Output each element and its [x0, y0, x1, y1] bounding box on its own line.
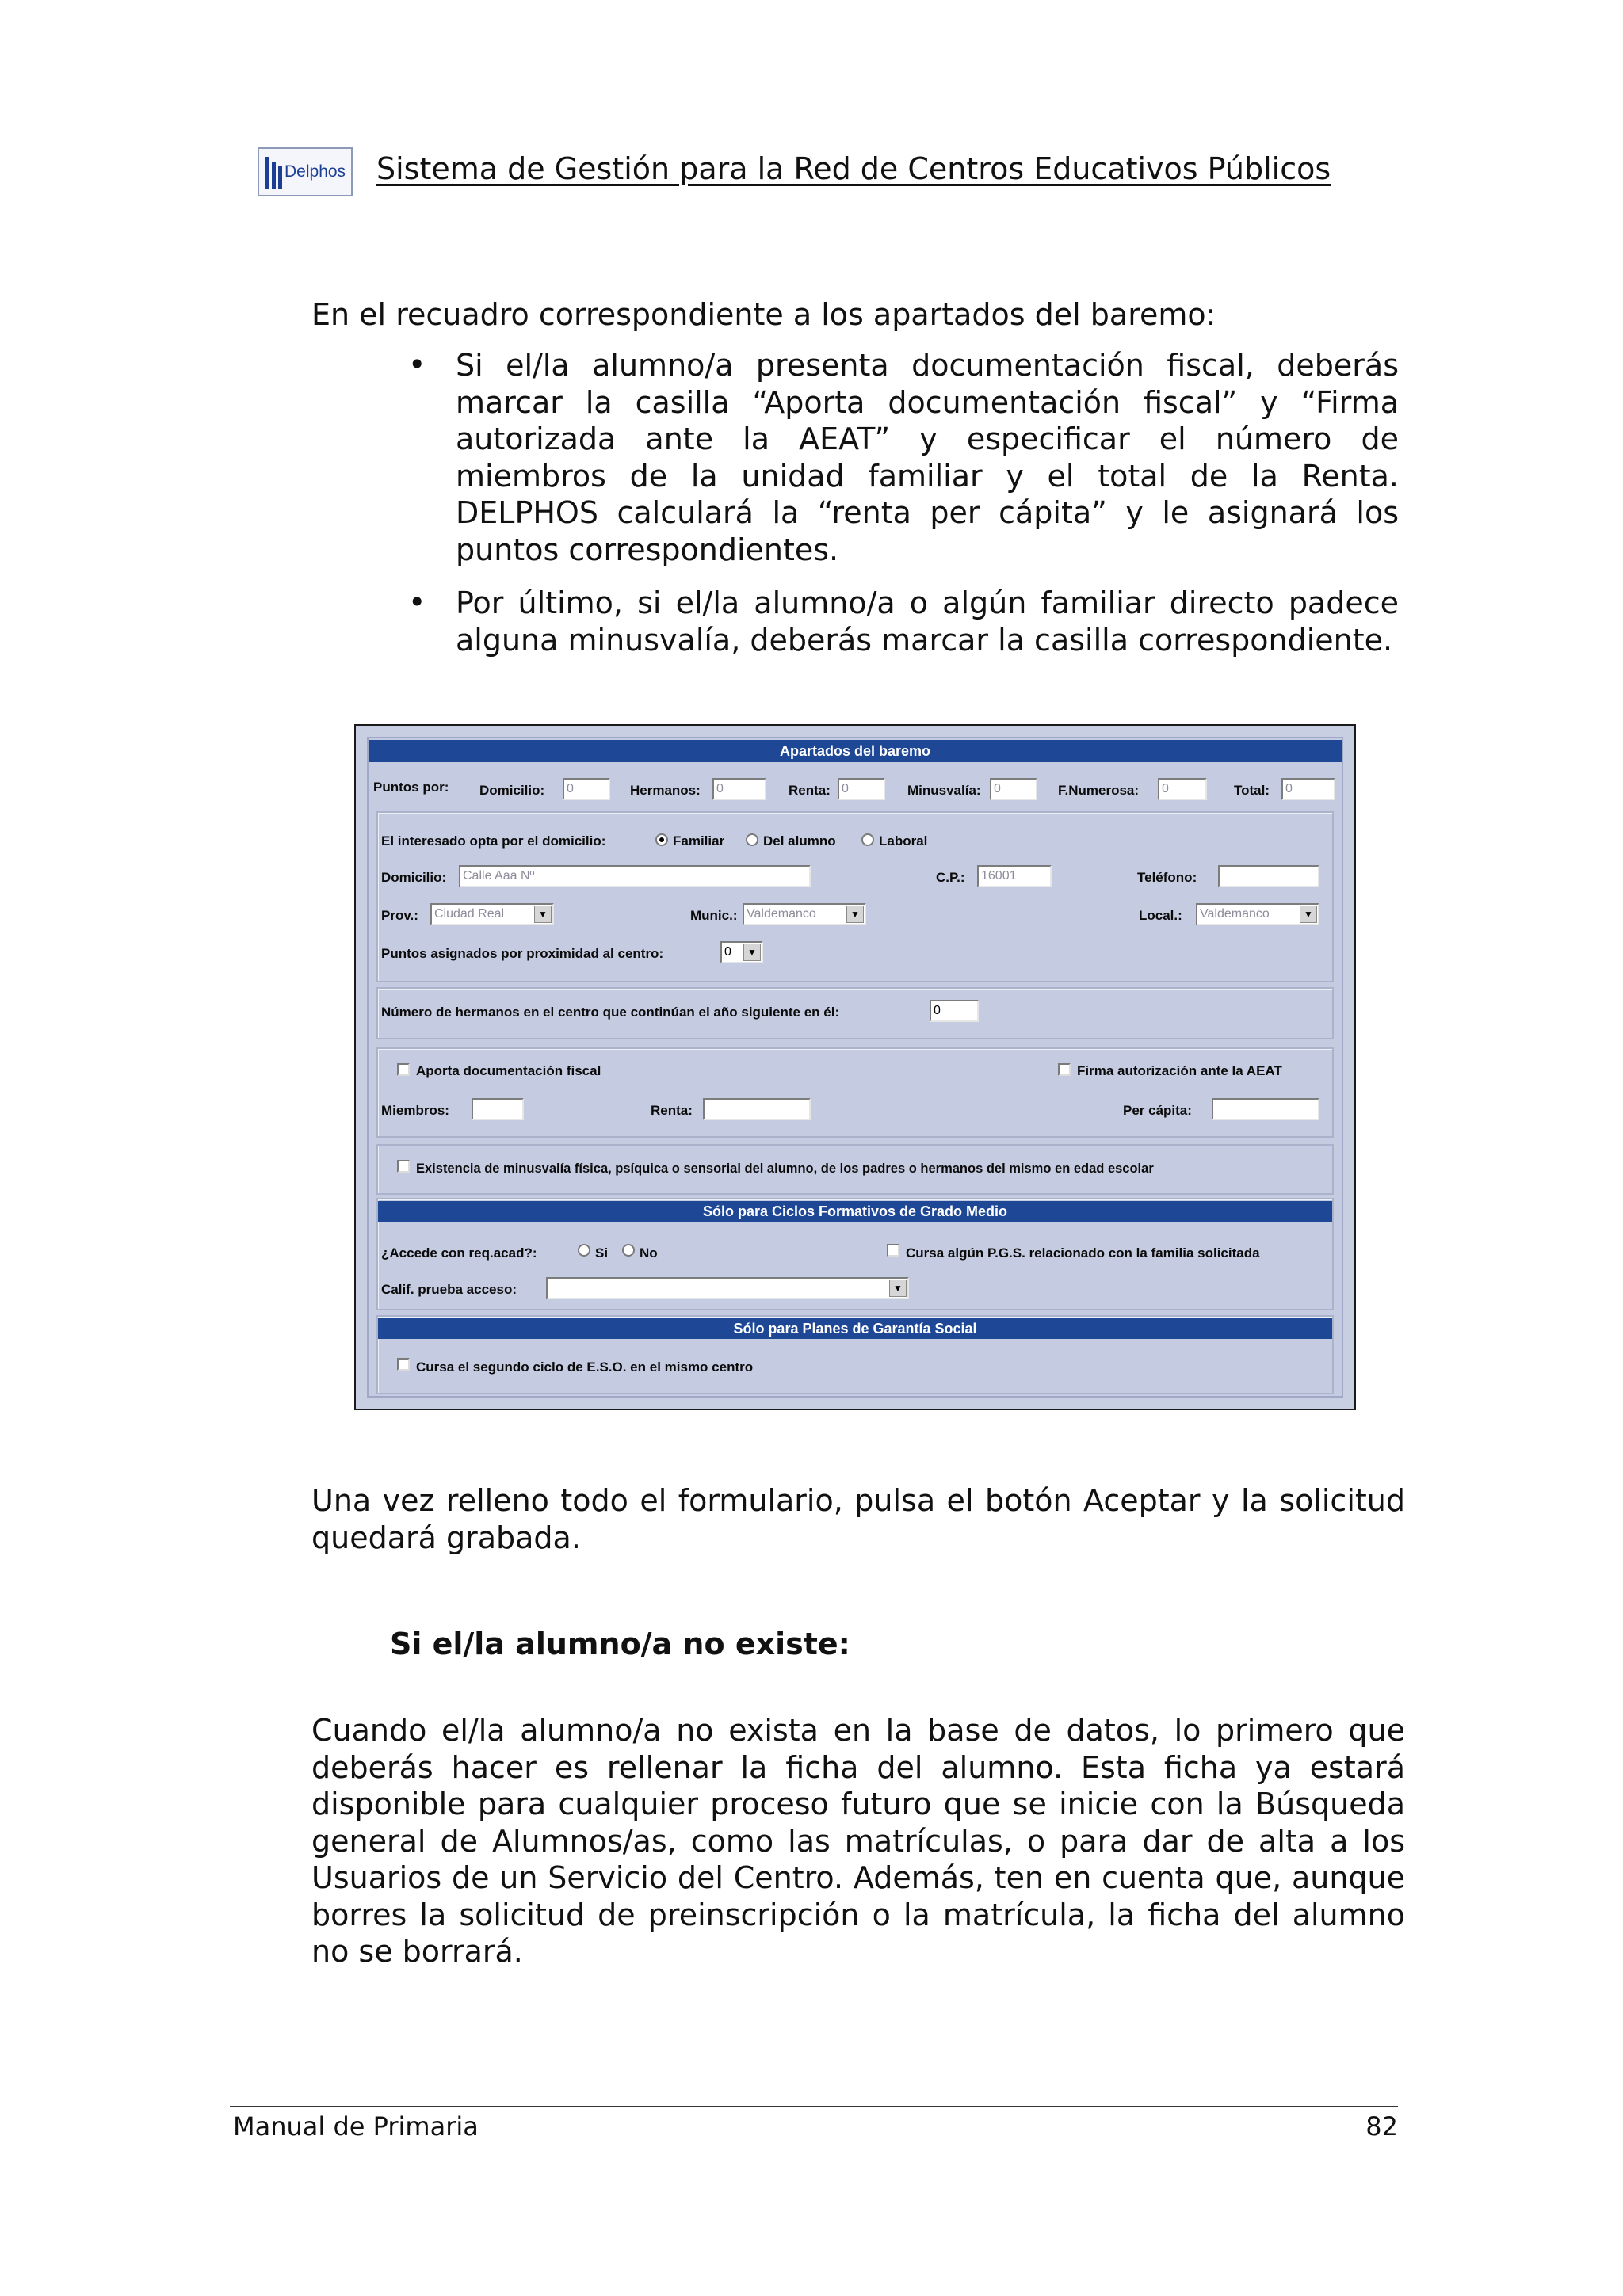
logo-text: Delphos: [285, 162, 346, 181]
province-value: Ciudad Real: [434, 907, 505, 921]
chevron-down-icon: ▼: [889, 1280, 907, 1297]
locality-value: Valdemanco: [1200, 907, 1270, 921]
siblings-count-label: Número de hermanos en el centro que continúan el año siguiente en él:: [381, 1005, 840, 1020]
hermanos-points-field[interactable]: 0: [712, 778, 766, 800]
per-capita-field[interactable]: [1212, 1098, 1319, 1120]
postal-code-label: C.P.:: [936, 870, 965, 885]
total-points-field[interactable]: 0: [1281, 778, 1335, 800]
hermanos-points-label: Hermanos:: [630, 783, 701, 798]
radio-del-alumno[interactable]: [746, 833, 758, 846]
radio-si[interactable]: [578, 1244, 590, 1257]
pgs-checkbox-label: Cursa algún P.G.S. relacionado con la familia solicitada: [906, 1245, 1260, 1261]
renta-field[interactable]: [703, 1098, 811, 1120]
pgs-checkbox[interactable]: [887, 1244, 899, 1257]
province-select[interactable]: [430, 903, 554, 925]
minusvalia-group: [376, 1144, 1334, 1195]
calif-prueba-label: Calif. prueba acceso:: [381, 1282, 517, 1297]
radio-familiar-label: Familiar: [673, 833, 725, 849]
locality-label: Local.:: [1139, 908, 1182, 923]
chevron-down-icon: ▼: [1300, 906, 1317, 923]
aporta-doc-fiscal-checkbox[interactable]: [397, 1063, 410, 1076]
radio-no[interactable]: [622, 1244, 635, 1257]
renta-label: Renta:: [651, 1103, 693, 1118]
minusvalia-checkbox[interactable]: [397, 1160, 410, 1173]
proximity-points-value: 0: [724, 945, 731, 959]
ciclos-formativos-group: [376, 1198, 1334, 1310]
chevron-down-icon: ▼: [534, 906, 552, 923]
firma-aeat-label: Firma autorización ante la AEAT: [1077, 1063, 1282, 1078]
domicilio-points-label: Domicilio:: [479, 783, 545, 798]
province-label: Prov.:: [381, 908, 418, 923]
form-title-bar: Apartados del baremo: [369, 740, 1342, 762]
miembros-field[interactable]: [472, 1098, 524, 1120]
page-header-title: Sistema de Gestión para la Red de Centros Educativos Públicos: [376, 151, 1331, 186]
puntos-por-label: Puntos por:: [373, 780, 449, 795]
locality-select[interactable]: [1196, 903, 1319, 925]
siblings-group: [376, 987, 1334, 1039]
radio-laboral[interactable]: [861, 833, 874, 846]
radio-no-label: No: [640, 1245, 658, 1261]
radio-del-alumno-label: Del alumno: [763, 833, 836, 849]
renta-points-field[interactable]: 0: [838, 778, 885, 800]
form-panel: [367, 737, 1343, 1398]
opta-domicilio-label: El interesado opta por el domicilio:: [381, 833, 606, 849]
domicilio-group: [376, 811, 1334, 982]
closing-paragraph: Cuando el/la alumno/a no exista en la base de datos, lo primero que deberás hacer es rellenar la ficha del alumno. Esta ficha ya estará disponible para cualquier proceso futuro que se inicie con la Búsqueda general de Alumnos/as, como las matrículas, o para dar de alta a los Usuarios de un Servicio del Centro. Además, ten en cuenta que, aunque borres la solicitud de preinscripción o la matrícula, la ficha del alumno no se borrará.: [311, 1713, 1405, 1969]
minusvalia-points-field[interactable]: 0: [990, 778, 1037, 800]
page-number: 82: [1365, 2111, 1398, 2142]
calif-prueba-select[interactable]: [546, 1277, 909, 1299]
per-capita-label: Per cápita:: [1123, 1103, 1192, 1118]
baremo-form-screenshot: [354, 724, 1356, 1410]
fnumerosa-points-field[interactable]: 0: [1158, 778, 1207, 800]
proximity-points-select[interactable]: [720, 941, 763, 963]
fiscal-group: [376, 1047, 1334, 1138]
proximity-points-label: Puntos asignados por proximidad al centro:: [381, 946, 664, 961]
garantia-social-group: [376, 1315, 1334, 1394]
phone-label: Teléfono:: [1137, 870, 1197, 885]
bullet-minusvalia: Por último, si el/la alumno/a o algún familiar directo padece alguna minusvalía, deberás marcar la casilla correspondiente.: [456, 585, 1399, 658]
footer-divider: [230, 2106, 1398, 2107]
postal-code-field[interactable]: 16001: [977, 865, 1052, 887]
section-subheading: Si el/la alumno/a no existe:: [390, 1627, 850, 1661]
columns-logo-icon: [265, 157, 283, 189]
fnumerosa-points-label: F.Numerosa:: [1058, 783, 1140, 798]
radio-laboral-label: Laboral: [879, 833, 928, 849]
ciclos-formativos-title: Sólo para Ciclos Formativos de Grado Medio: [378, 1201, 1332, 1222]
address-label: Domicilio:: [381, 870, 447, 885]
chevron-down-icon: ▼: [846, 906, 864, 923]
renta-points-label: Renta:: [789, 783, 831, 798]
firma-aeat-checkbox[interactable]: [1058, 1063, 1071, 1076]
bullet-fiscal-doc: Si el/la alumno/a presenta documentación fiscal, deberás marcar la casilla “Aporta documentación fiscal” y “Firma autorizada ante la AEAT” y especificar el número de miembros de la unidad familiar y el total de la Renta. DELPHOS calculará la “renta per cápita” y le asignará los puntos correspondientes.: [456, 348, 1399, 567]
bullet-marker: •: [408, 347, 426, 382]
minusvalia-points-label: Minusvalía:: [907, 783, 981, 798]
municipality-select[interactable]: [743, 903, 866, 925]
total-points-label: Total:: [1234, 783, 1270, 798]
aporta-doc-fiscal-label: Aporta documentación fiscal: [416, 1063, 601, 1078]
chevron-down-icon: ▼: [743, 944, 761, 961]
address-field[interactable]: Calle Aaa Nº: [459, 865, 811, 887]
radio-familiar[interactable]: [655, 833, 668, 846]
after-form-paragraph: Una vez relleno todo el formulario, pulsa el botón Aceptar y la solicitud quedará grabada.: [311, 1483, 1405, 1555]
minusvalia-checkbox-label: Existencia de minusvalía física, psíquica o sensorial del alumno, de los padres o hermanos del mismo en edad escolar: [416, 1161, 1154, 1176]
intro-paragraph: En el recuadro correspondiente a los apartados del baremo:: [311, 297, 1216, 332]
municipality-label: Munic.:: [690, 908, 738, 923]
eso-segundo-ciclo-label: Cursa el segundo ciclo de E.S.O. en el mismo centro: [416, 1360, 754, 1375]
domicilio-points-field[interactable]: 0: [563, 778, 610, 800]
bullet-marker: •: [408, 585, 426, 620]
garantia-social-title: Sólo para Planes de Garantía Social: [378, 1318, 1332, 1339]
phone-field[interactable]: [1218, 865, 1319, 887]
delphos-logo: [258, 147, 353, 196]
req-acad-label: ¿Accede con req.acad?:: [381, 1245, 537, 1261]
radio-si-label: Si: [595, 1245, 609, 1261]
footer-manual-title: Manual de Primaria: [233, 2111, 479, 2142]
eso-segundo-ciclo-checkbox[interactable]: [397, 1358, 410, 1371]
miembros-label: Miembros:: [381, 1103, 449, 1118]
municipality-value: Valdemanco: [747, 907, 816, 921]
siblings-count-field[interactable]: 0: [930, 1000, 979, 1022]
